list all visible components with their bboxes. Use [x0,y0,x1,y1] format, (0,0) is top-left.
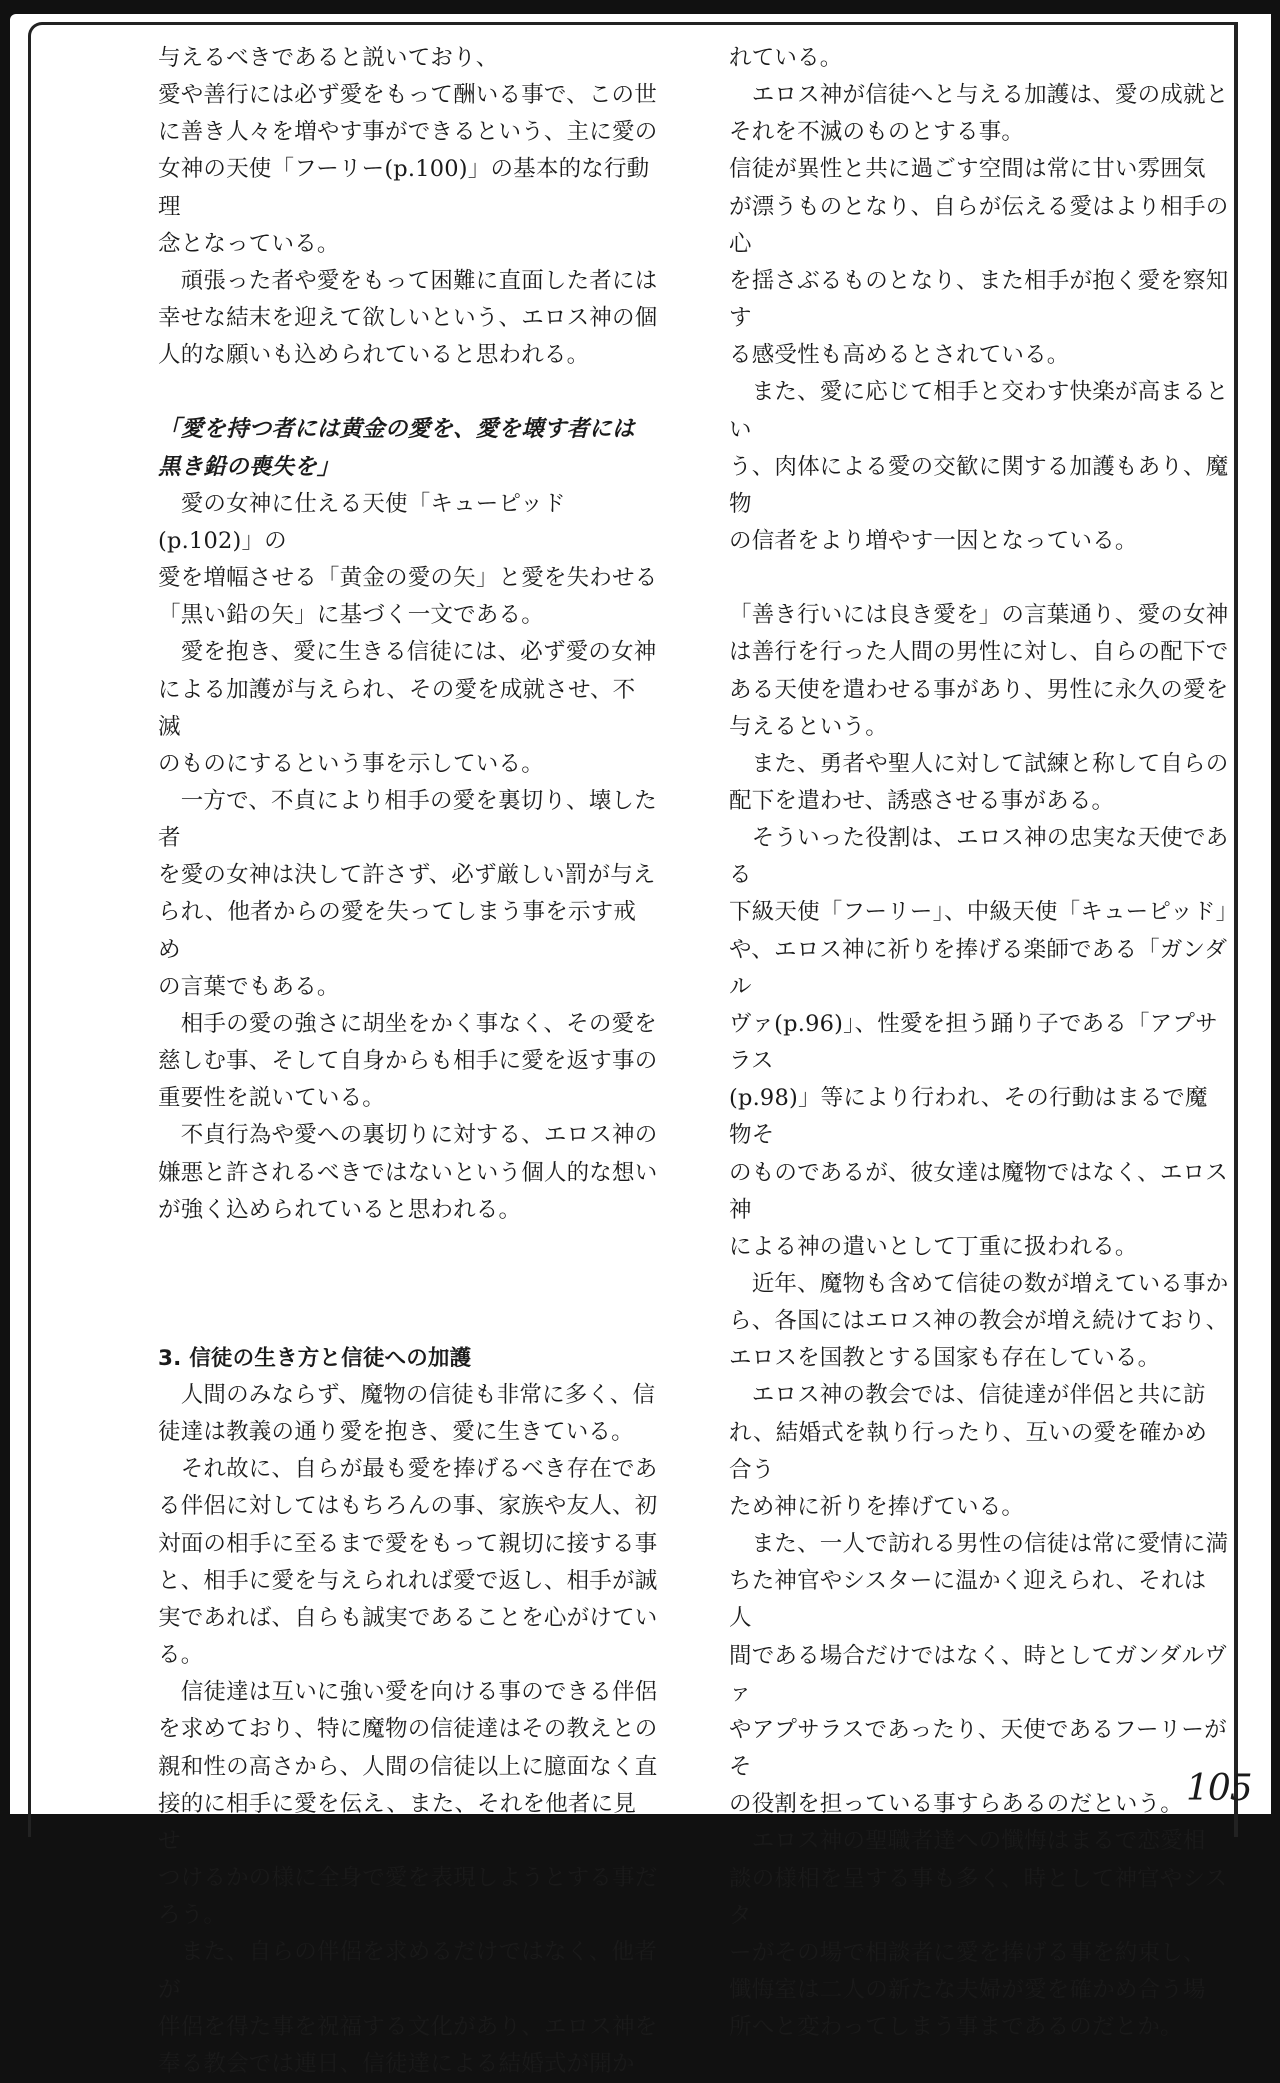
intro-paragraphs [158,40,658,374]
motto-heading [158,411,658,485]
church-paragraphs [729,597,1239,2046]
text-line: ある天使を遣わせる事があり、男性に永久の愛を [729,676,1229,703]
text-line: 実であれば、自らも誠実であることを心がけてい [158,1604,658,1631]
text-line: エロス神の教会では、信徒達が伴侶と共に訪 [729,1382,1206,1409]
right-column [729,40,1239,2046]
text-line: の信者をより増やす一因となっている。 [729,528,1138,555]
text-line: 嫌悪と許されるべきではないという個人的な想い [158,1159,658,1186]
text-line: を揺さぶるものとなり、また相手が抱く愛を察知す [729,267,1229,332]
text-line: エロスを国教とする国家も存在している。 [729,1345,1161,1372]
text-line: る。 [158,1642,204,1669]
text-line: 信徒達は互いに強い愛を向ける事のできる伴侶 [158,1679,658,1706]
text-line: の言葉でもある。 [158,973,340,1000]
text-line: のものであるが、彼女達は魔物ではなく、エロス神 [729,1159,1228,1223]
page-number: 105 [1186,1768,1252,1809]
text-line: ちた神官やシスターに温かく迎えられ、それは人 [729,1568,1207,1632]
left-column [158,40,658,2083]
text-line: 徒達は教義の通り愛を抱き、愛に生きている。 [158,1419,634,1446]
text-line: 与えるべきであると説いており、 [158,45,499,71]
text-line: や、エロス神に祈りを捧げる楽師である「ガンダル [729,936,1228,1000]
text-line: 奉る教会では連日、信徒達による結婚式が開か [158,2050,635,2077]
text-line: (p.98)」等により行われ、その行動はまるで魔物そ [729,1085,1208,1149]
text-line: 愛や善行には必ず愛をもって酬いる事で、この世 [158,82,657,109]
text-line: 与えるという。 [729,713,888,740]
text-line: 下級天使「フーリー」、中級天使「キューピッド」 [729,899,1239,926]
text-line: ため神に祈りを捧げている。 [729,1493,1025,1520]
text-line: 人的な願いも込められていると思われる。 [158,342,590,369]
text-line: を愛の女神は決して許さず、必ず厳しい罰が与え [158,862,656,889]
text-line: と、相手に愛を与えられれば愛で返し、相手が誠 [158,1567,658,1594]
text-line: 談の様相を呈する事も多く、時として神官やシスタ [729,1865,1228,1929]
motto-body [158,486,658,1229]
text-line: 「黒い鉛の矢」に基づく一文である。 [158,602,544,629]
text-line: また、勇者や聖人に対して試練と称して自らの [729,750,1229,777]
section-body [158,1377,658,2083]
text-line: 念となっている。 [158,230,340,257]
text-line: そういった役割は、エロス神の忠実な天使である [729,825,1229,889]
text-line: 対面の相手に至るまで愛をもって親切に接する事 [158,1530,658,1557]
text-line: 慈しむ事、そして自身からも相手に愛を返す事の [158,1048,658,1075]
text-line: エロス神の聖職者達への懺悔はまるで恋愛相 [729,1828,1206,1855]
text-line: 信徒が異性と共に過ごす空間は常に甘い雰囲気 [729,156,1206,183]
text-line: 愛を抱き、愛に生きる信徒には、必ず愛の女神 [158,639,657,666]
text-line: 不貞行為や愛への裏切りに対する、エロス神の [158,1122,658,1149]
text-line: 接的に相手に愛を伝え、また、それを他者に見せ [158,1790,637,1854]
text-line: また、一人で訪れる男性の信徒は常に愛情に満 [729,1531,1229,1558]
text-line: に善き人々を増やす事ができるという、主に愛の [158,119,658,146]
text-line: は善行を行った人間の男性に対し、自らの配下で [729,639,1229,666]
text-line: それ故に、自らが最も愛を捧げるべき存在であ [158,1456,658,1483]
heading-line: 黒き鉛の喪失を」 [158,453,340,480]
text-line: ら、各国にはエロス神の教会が増え続けており、 [729,1308,1229,1335]
text-line: る伴侶に対してはもちろんの事、家族や友人、初 [158,1493,658,1520]
text-line: 配下を遣わせ、誘惑させる事がある。 [729,787,1115,814]
text-line: それを不滅のものとする事。 [729,119,1025,146]
text-line: 伴侶を得た事を祝福する文化があり、エロス神を [158,2013,658,2040]
section-heading: 3. 信徒の生き方と信徒への加護 [158,1345,472,1371]
text-line: のものにするという事を示している。 [158,750,544,777]
text-line: られ、他者からの愛を失ってしまう事を示す戒め [158,899,637,963]
text-line: 幸せな結末を迎えて欲しいという、エロス神の個 [158,305,658,332]
text-line: 愛を増幅させる「黄金の愛の矢」と愛を失わせる [158,565,658,592]
text-line: 間である場合だけではなく、時としてガンダルヴァ [729,1642,1228,1706]
text-line: が強く込められていると思われる。 [158,1196,522,1223]
text-line: やアプサラスであったり、天使であるフーリーがそ [729,1716,1227,1781]
text-line: れている。 [729,45,843,71]
text-line: を求めており、特に魔物の信徒達はその教えとの [158,1716,658,1743]
text-line: ろう。 [158,1902,227,1929]
text-line: また、愛に応じて相手と交わす快楽が高まるとい [729,379,1229,443]
text-line: ヴァ(p.96)」、性愛を担う踊り子である「アプサラス [729,1010,1218,1075]
text-line: エロス神が信徒へと与える加護は、愛の成就と [729,82,1229,109]
text-line: 所へと変わってしまう事まであるのだとか。 [729,2014,1183,2041]
text-line: 女神の天使「フーリー(p.100)」の基本的な行動理 [158,156,650,220]
text-line: が漂うものとなり、自らが伝える愛はより相手の心 [729,193,1229,257]
text-line: る感受性も高めるとされている。 [729,342,1070,369]
text-line: つけるかの様に全身で愛を表現しようとする事だ [158,1865,658,1892]
text-line: う、肉体による愛の交歓に関する加護もあり、魔物 [729,453,1229,517]
text-line: による加護が与えられ、その愛を成就させ、不滅 [158,676,636,740]
heading-line: 「愛を持つ者には黄金の愛を、愛を壊す者には [158,416,635,443]
text-line: 人間のみならず、魔物の信徒も非常に多く、信 [158,1382,656,1408]
text-line: 頑張った者や愛をもって困難に直面した者には [158,267,658,294]
text-line: 相手の愛の強さに胡坐をかく事なく、その愛を [158,1010,657,1037]
blessing-paragraphs [729,40,1229,560]
text-line: 近年、魔物も含めて信徒の数が増えている事か [729,1271,1229,1297]
text-line: の役割を担っている事すらあるのだという。 [729,1791,1184,1818]
text-line: 一方で、不貞により相手の愛を裏切り、壊した者 [158,787,657,852]
text-line: 親和性の高さから、人間の信徒以上に臆面なく直 [158,1753,658,1780]
text-line: また、自らの伴侶を求めるだけではなく、他者が [158,1939,657,2003]
text-line: 愛の女神に仕える天使「キューピッド(p.102)」の [158,490,566,554]
text-line: 「善き行いには良き愛を」の言葉通り、愛の女神 [729,602,1229,629]
text-line: れ、結婚式を執り行ったり、互いの愛を確かめ合う [729,1419,1208,1483]
text-line: 懺悔室は二人の新たな夫婦が愛を確かめ合う場 [729,1976,1206,2003]
text-line: による神の遣いとして丁重に扱われる。 [729,1233,1138,1260]
text-line: ーがその場で相談者に愛を捧げる事を約束し、 [729,1939,1206,1966]
text-line: 重要性を説いている。 [158,1085,386,1112]
